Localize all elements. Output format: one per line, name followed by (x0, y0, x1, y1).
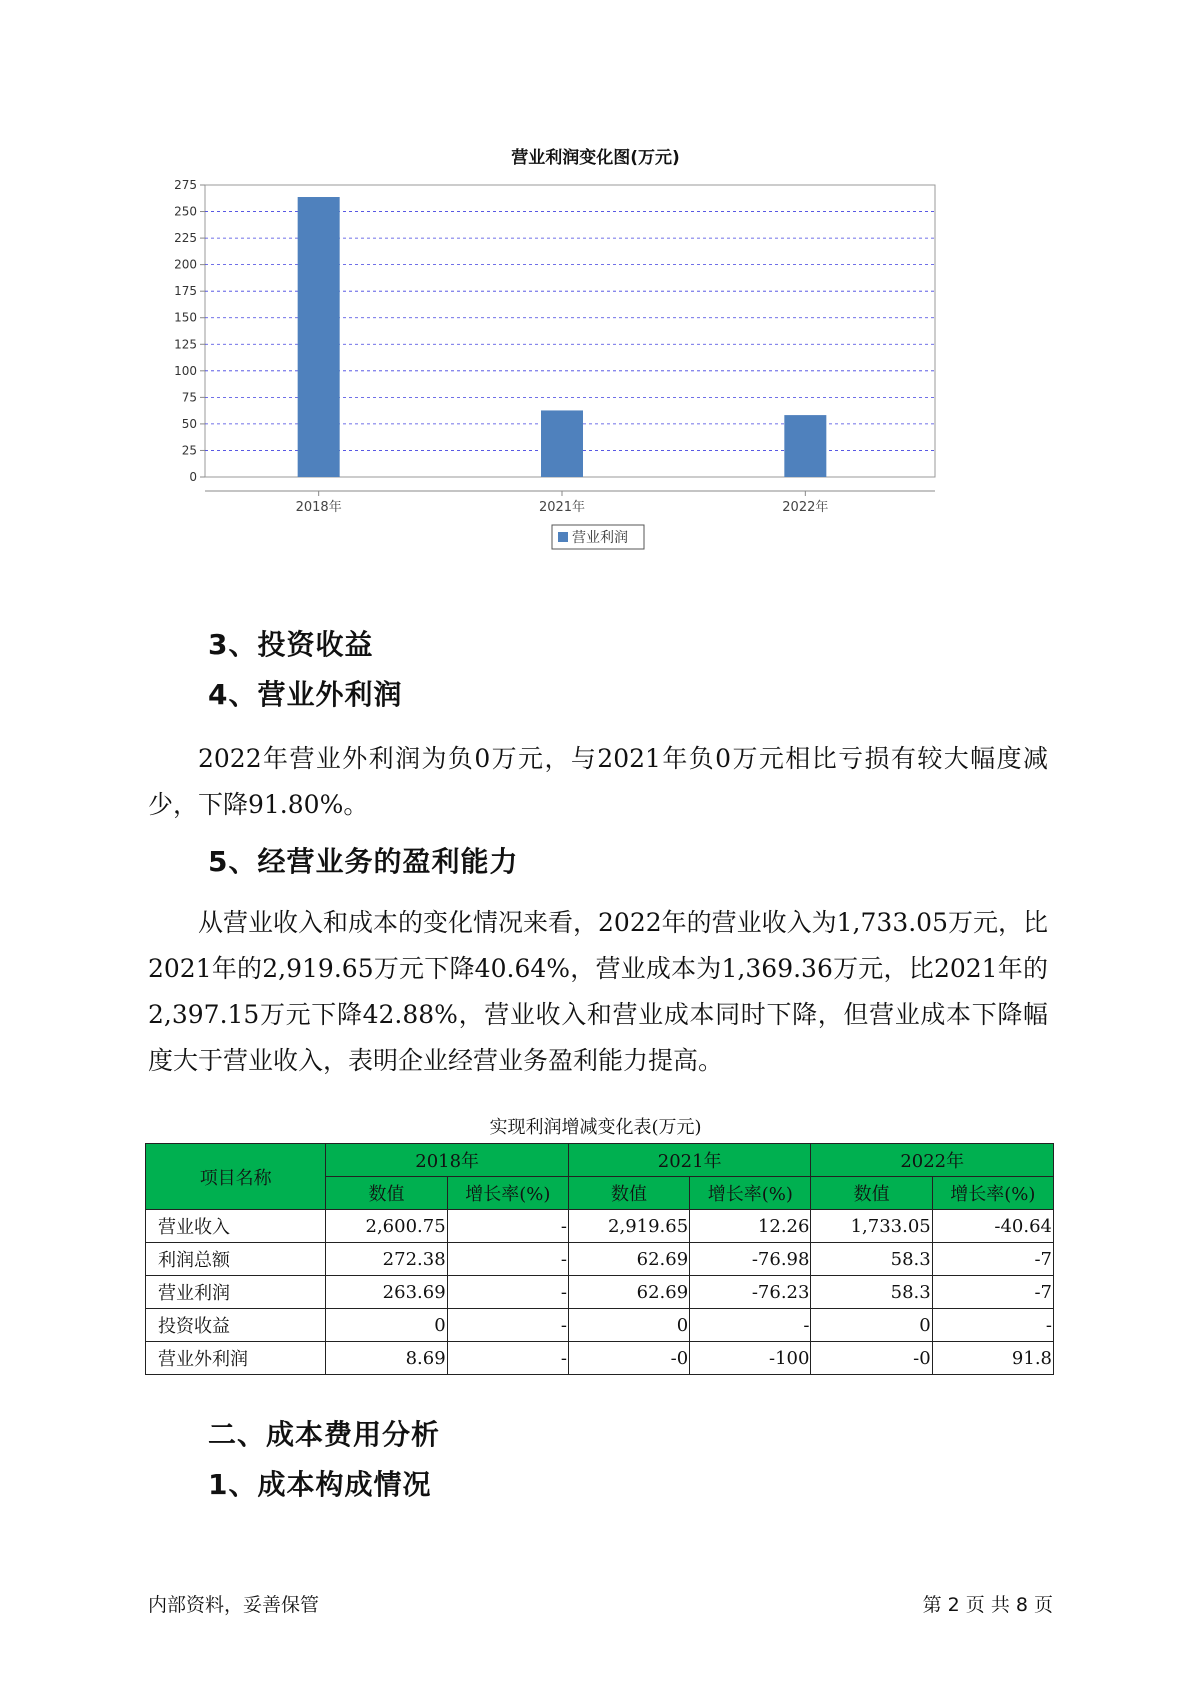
cell-growth: - (447, 1210, 568, 1243)
cell-value: 0 (811, 1309, 932, 1342)
header-value: 数值 (811, 1177, 932, 1210)
cell-value: 272.38 (326, 1243, 447, 1276)
y-tick-label: 50 (181, 416, 197, 431)
header-growth: 增长率(%) (690, 1177, 811, 1210)
legend-label: 营业利润 (572, 530, 628, 546)
y-tick-label: 125 (174, 337, 197, 352)
cell-value: 263.69 (326, 1276, 447, 1309)
cell-growth: - (932, 1309, 1053, 1342)
cell-value: 2,600.75 (326, 1210, 447, 1243)
cell-value: 0 (568, 1309, 689, 1342)
heading-profitability: 5、经营业务的盈利能力 (208, 845, 519, 878)
footer-confidential: 内部资料，妥善保管 (148, 1594, 320, 1616)
y-tick-label: 250 (174, 204, 197, 219)
cell-growth: - (447, 1309, 568, 1342)
cell-value: -0 (568, 1342, 689, 1375)
bar (298, 197, 340, 477)
y-tick-label: 275 (174, 178, 197, 192)
cell-value: 62.69 (568, 1243, 689, 1276)
table-row (146, 1276, 1054, 1309)
y-tick-label: 200 (174, 257, 197, 272)
header-value: 数值 (568, 1177, 689, 1210)
bar (541, 410, 583, 477)
header-year-2018: 2018年 (326, 1144, 569, 1177)
row-label: 营业收入 (146, 1210, 326, 1243)
table-caption: 实现利润增减变化表(万元) (489, 1117, 702, 1138)
y-tick-label: 0 (189, 470, 197, 484)
table-row (146, 1342, 1054, 1375)
cell-growth: 91.8 (932, 1342, 1053, 1375)
y-tick-label: 150 (174, 310, 197, 325)
cell-growth: -7 (932, 1243, 1053, 1276)
header-year-2022: 2022年 (811, 1144, 1054, 1177)
x-tick-label: 2021年 (538, 500, 586, 515)
y-tick-label: 100 (174, 363, 197, 378)
cell-value: 2,919.65 (568, 1210, 689, 1243)
bar-chart (160, 175, 1020, 595)
row-label: 营业利润 (146, 1276, 326, 1309)
heading-non-operating-profit: 4、营业外利润 (208, 678, 403, 711)
x-tick-label: 2018年 (295, 500, 342, 515)
y-tick-label: 175 (174, 284, 197, 299)
table-row (146, 1309, 1054, 1342)
row-label: 营业外利润 (146, 1342, 326, 1375)
heading-investment-income: 3、投资收益 (208, 628, 374, 661)
y-tick-label: 75 (181, 390, 197, 405)
cell-value: 62.69 (568, 1276, 689, 1309)
row-label: 投资收益 (146, 1309, 326, 1342)
cell-value: 1,733.05 (811, 1210, 932, 1243)
cell-value: 58.3 (811, 1276, 932, 1309)
header-year-2021: 2021年 (568, 1144, 811, 1177)
header-item-name: 项目名称 (146, 1144, 326, 1210)
cell-value: -0 (811, 1342, 932, 1375)
y-tick-label: 25 (181, 443, 197, 458)
cell-growth: -40.64 (932, 1210, 1053, 1243)
cell-value: 8.69 (326, 1342, 447, 1375)
y-tick-label: 225 (174, 231, 197, 246)
header-value: 数值 (326, 1177, 447, 1210)
cell-growth: -76.98 (690, 1243, 811, 1276)
row-label: 利润总额 (146, 1243, 326, 1276)
cell-growth: -100 (690, 1342, 811, 1375)
header-growth: 增长率(%) (932, 1177, 1053, 1210)
cell-growth: 12.26 (690, 1210, 811, 1243)
cell-growth: -76.23 (690, 1276, 811, 1309)
cell-value: 0 (326, 1309, 447, 1342)
profit-change-table (145, 1143, 1054, 1375)
cell-growth: -7 (932, 1276, 1053, 1309)
table-row (146, 1210, 1054, 1243)
legend-swatch (558, 532, 568, 542)
heading-cost-analysis: 二、成本费用分析 (208, 1418, 441, 1451)
chart-title: 营业利润变化图(万元) (511, 148, 680, 168)
table-row (146, 1243, 1054, 1276)
cell-growth: - (447, 1243, 568, 1276)
cell-growth: - (447, 1342, 568, 1375)
bar (784, 415, 826, 477)
header-growth: 增长率(%) (447, 1177, 568, 1210)
heading-cost-composition: 1、成本构成情况 (208, 1468, 432, 1501)
paragraph-profitability: 从营业收入和成本的变化情况来看，2022年的营业收入为1,733.05万元，比2021年的2,919.65万元下降40.64%，营业成本为1,369.36万元，比2021年的2,397.15万元下降42.88%，营业收入和营业成本同时下降，但营业成本下降幅度大于营业收入，表明企业经营业务盈利能力提高。 (148, 908, 1048, 1075)
cell-growth: - (447, 1276, 568, 1309)
x-tick-label: 2022年 (782, 500, 829, 515)
cell-growth: - (690, 1309, 811, 1342)
cell-value: 58.3 (811, 1243, 932, 1276)
footer-page-number: 第 2 页 共 8 页 (922, 1594, 1053, 1616)
paragraph-non-operating-profit: 2022年营业外利润为负0万元，与2021年负0万元相比亏损有较大幅度减少，下降91.80%。 (148, 744, 1048, 819)
